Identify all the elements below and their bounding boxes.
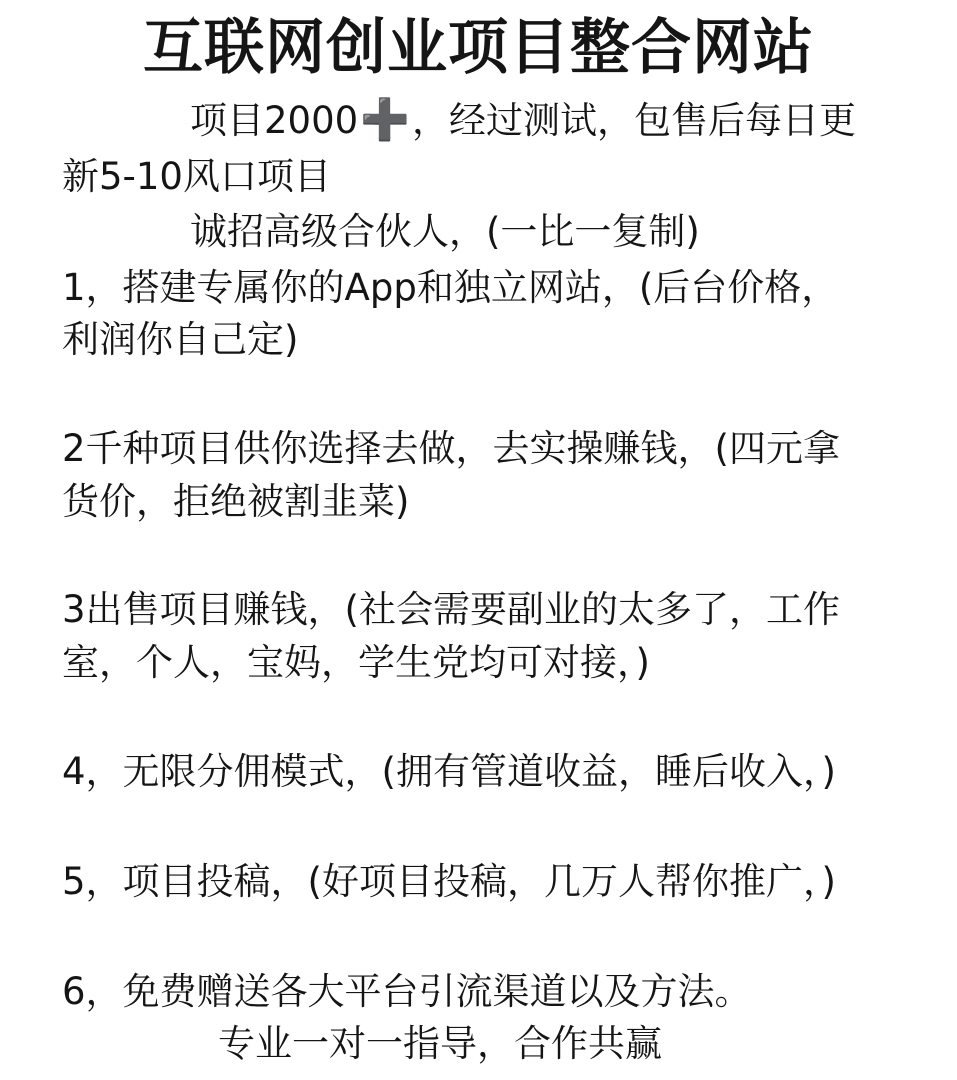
item-2-line-1: 2千种项目供你选择去做，去实操赚钱，(四元拿 <box>62 427 840 470</box>
item-2-line-2: 货价，拒绝被割韭菜) <box>62 480 410 523</box>
plus-icon: ➕ <box>360 97 410 143</box>
item-5-line-1: 5，项目投稿，(好项目投稿，几万人帮你推广，) <box>62 860 836 903</box>
intro-line-2: 新5-10风口项目 <box>62 155 331 198</box>
intro-text-a: 项目2000 <box>190 99 359 142</box>
item-6-line-1: 6，免费赠送各大平台引流渠道以及方法。 <box>62 970 752 1013</box>
item-3-line-2: 室，个人，宝妈，学生党均可对接，) <box>62 641 650 684</box>
page-title: 互联网创业项目整合网站 <box>143 13 814 83</box>
intro-line-3: 诚招高级合伙人，(一比一复制) <box>190 210 700 253</box>
closing-line: 专业一对一指导，合作共赢 <box>218 1022 662 1065</box>
intro-text-b: ，经过测试，包售后每日更 <box>411 99 856 142</box>
item-4-line-1: 4，无限分佣模式，(拥有管道收益，睡后收入，) <box>62 750 836 793</box>
item-3-line-1: 3出售项目赚钱，(社会需要副业的太多了，工作 <box>62 588 840 631</box>
item-1-line-1: 1，搭建专属你的App和独立网站，(后台价格， <box>62 266 839 309</box>
item-1-line-2: 利润你自己定) <box>62 318 299 361</box>
intro-line-1 <box>190 94 856 147</box>
